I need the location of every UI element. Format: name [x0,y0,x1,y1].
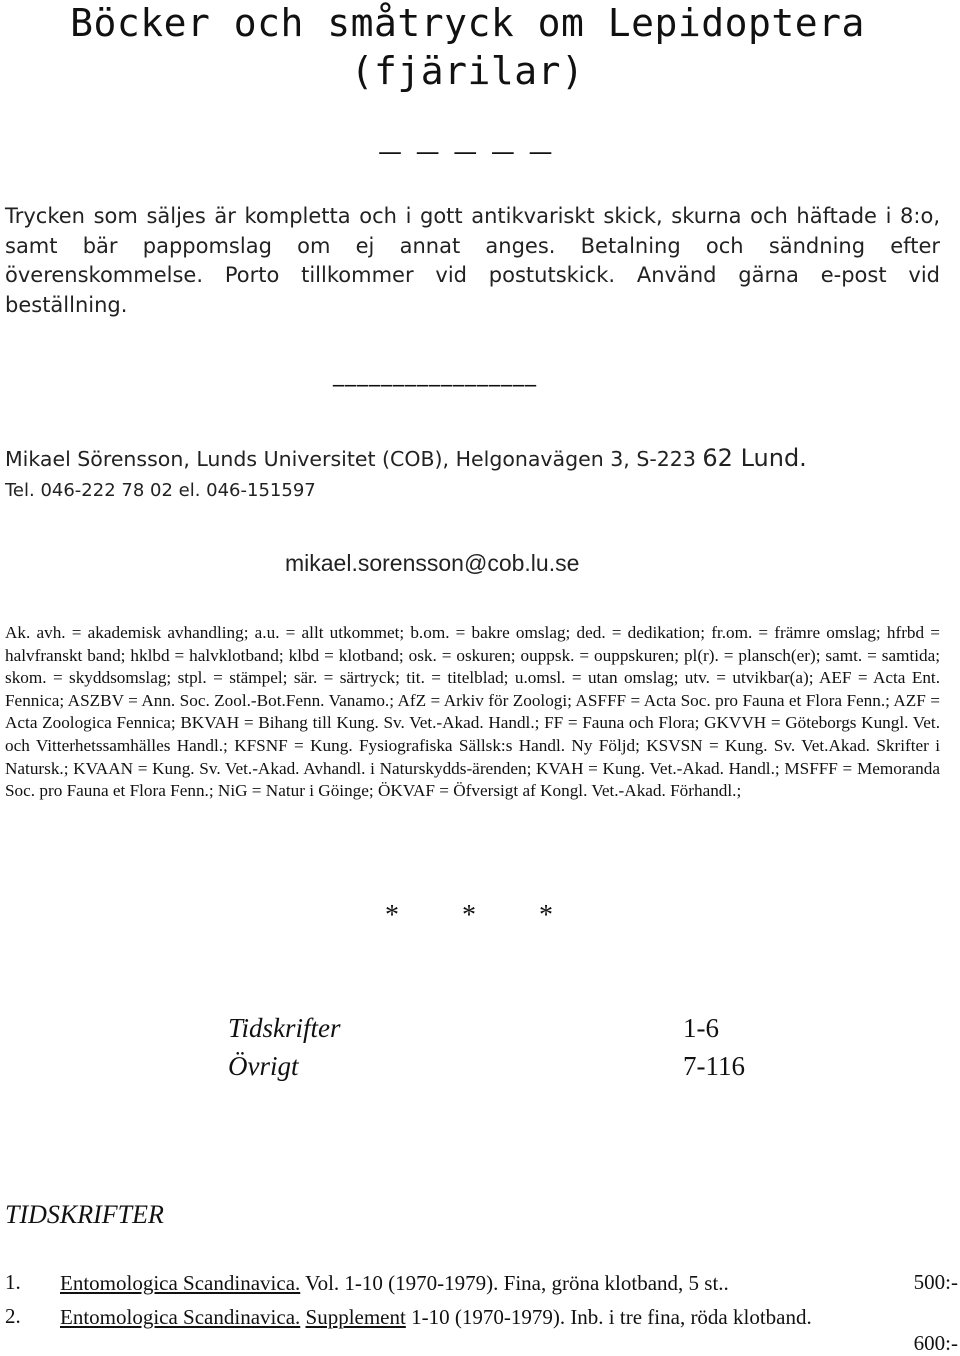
toc-label-tidskrifter: Tidskrifter [228,1013,341,1043]
postal-city: 62 Lund. [702,444,807,472]
item-title: Entomologica Scandinavica. [60,1305,301,1329]
list-item [60,1270,840,1297]
item-description: Vol. 1-10 (1970-1979). Fina, gröna klotband, 5 st.. [300,1271,729,1295]
item-price: 600:- [913,1331,958,1355]
contact-phone: Tel. 046-222 78 02 el. 046-151597 [5,480,316,501]
page-title: Böcker och småtryck om Lepidoptera [70,1,865,45]
list-item [60,1304,840,1331]
item-title: Entomologica Scandinavica. [60,1271,301,1295]
toc-range-tidskrifter: 1-6 [683,1013,719,1043]
item-number: 2. [5,1304,21,1328]
star-separator: * * * [385,900,581,931]
address-text: Mikael Sörensson, Lunds Universitet (COB), Helgonavägen 3, S-223 [5,447,696,471]
item-description: 1-10 (1970-1979). Inb. i tre fina, röda klotband. [405,1305,812,1329]
underscore-separator: _________________ [333,362,537,387]
intro-paragraph: Trycken som säljes är kompletta och i gott antikvariskt skick, skurna och häftade i 8:o, samt bär pappomslag om ej annat anges. Betalning och sändning efter överenskommelse. Porto tillkommer vid postutskick. Använd gärna e-post vid beställning. [5,204,940,317]
toc-label-ovrigt: Övrigt [228,1051,299,1081]
section-heading: TIDSKRIFTER [5,1200,164,1229]
page-subtitle: (fjärilar) [350,49,585,93]
item-subtitle: Supplement [305,1305,406,1329]
toc-range-ovrigt: 7-116 [683,1051,745,1081]
contact-address [5,444,945,472]
abbreviations-paragraph: Ak. avh. = akademisk avhandling; a.u. = allt utkommet; b.om. = bakre omslag; ded. = dedikation; fr.om. = främre omslag; hfrbd = halvfranskt band; hklbd = halvklotband; klbd = klotband; osk. = oskuren; ouppsk. = ouppskuren; pl(r). = plansch(er); samt. = samtida; skom. = skyddsomslag; stpl. = stämpel; sär. = särtryck; tit. = titelblad; u.omsl. = utan omslag; utv. = utvikbar(a); AEF = Acta Ent. Fennica; ASZBV = Ann. Soc. Zool.-Bot.Fenn. Vanamo.; AfZ = Arkiv för Zoologi; ASFFF = Acta Soc. pro Fauna et Flora Fenn.; AZF = Acta Zoologica Fennica; BKVAH = Bihang till Kung. Sv. Vet.-Akad. Handl.; FF = Fauna och Flora; GKVVH = Göteborgs Kungl. Vet. och Vitterhetssamhälles Handl.; KFSNF = Kung. Fysiografiska Sällsk:s Handl. Ny Följd; KSVSN = Kung. Sv. Vet.Akad. Skrifter i Natursk.; KVAAN = Kung. Sv. Vet.-Akad. Avhandl. i Naturskydds-ärenden; KVAH = Kung. Vet.-Akad. Handl.; MSFFF = Memoranda Soc. pro Fauna et Flora Fenn.; NiG = Natur i Göinge; ÖKVAF = Öfversigt af Kongl. Vet.-Akad. Förhandl.; [5,623,940,801]
dash-separator: — — — — — [378,138,556,166]
item-number: 1. [5,1270,21,1294]
item-price: 500:- [913,1270,958,1294]
contact-email[interactable]: mikael.sorensson@cob.lu.se [285,550,580,576]
